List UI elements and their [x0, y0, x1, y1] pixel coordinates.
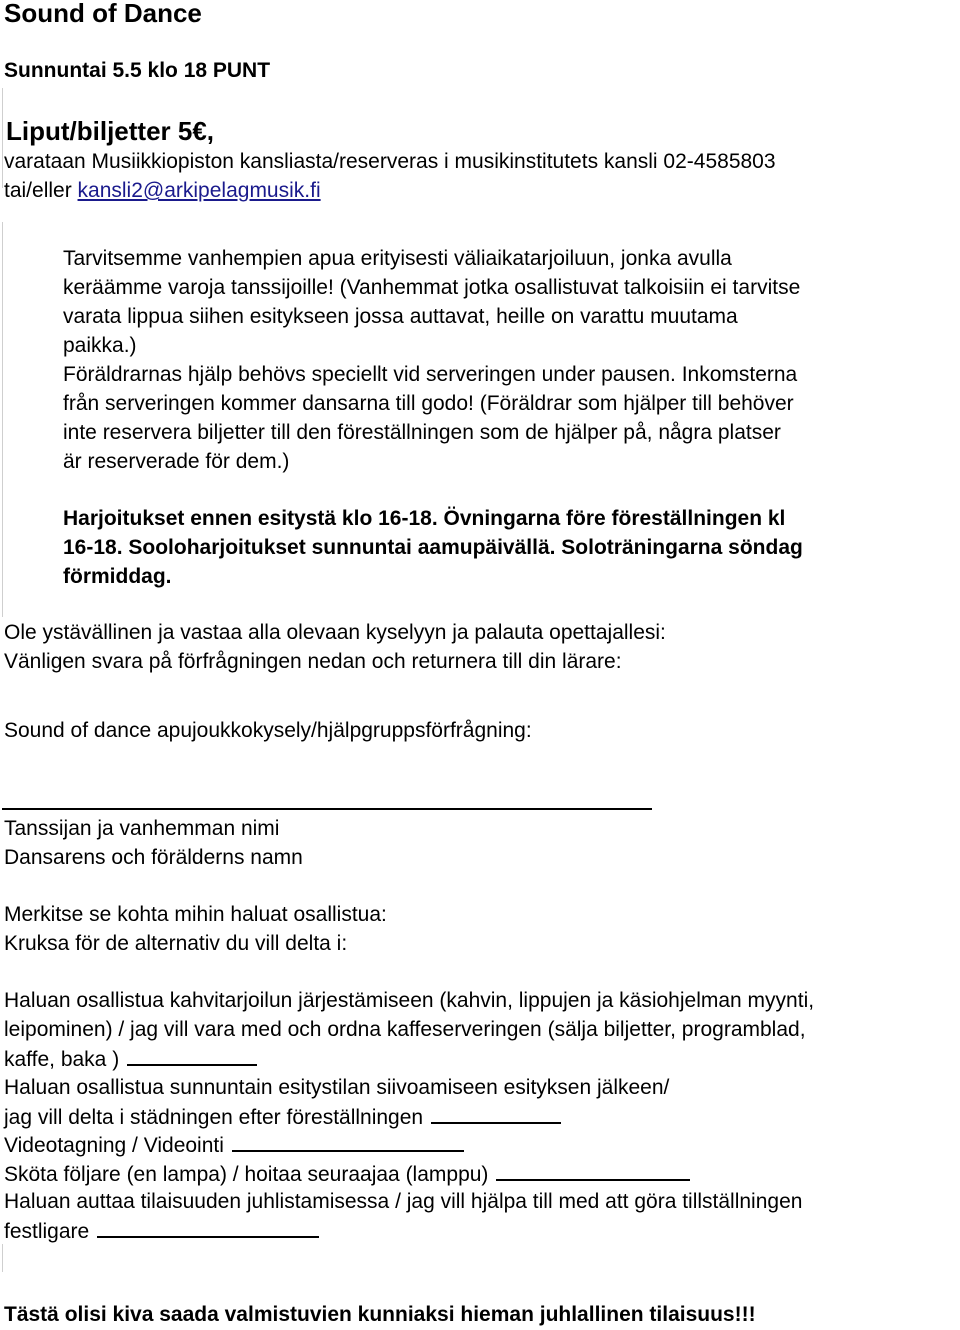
help-line: Föräldrarnas hjälp behövs speciellt vid serveringen under pausen. Inkomsterna — [63, 363, 798, 386]
cleaning-fill-line[interactable] — [431, 1102, 561, 1124]
help-line: från serveringen kommer dansarna till godo! (Föräldrar som hjälper till behöver — [63, 392, 794, 415]
closing-text: Tästä olisi kiva saada valmistuvien kunniaksi hieman juhlallinen tilaisuus!!! — [4, 1303, 756, 1326]
page-title: Sound of Dance — [4, 0, 202, 28]
help-text-block — [63, 244, 800, 476]
option-video-text: Videotagning / Videointi — [4, 1134, 224, 1157]
help-line: är reserverade för dem.) — [63, 450, 290, 473]
option-coffee-line3 — [4, 1044, 257, 1074]
name-fill-line[interactable] — [2, 808, 652, 810]
rehearsal-line: Harjoitukset ennen esitystä klo 16-18. Övningarna före föreställningen kl — [63, 507, 786, 530]
help-line: keräämme varoja tanssijoille! (Vanhemmat jotka osallistuvat talkoisiin ei tarvitse — [63, 276, 801, 299]
option-party-line1: Haluan auttaa tilaisuuden juhlistamisessa / jag vill hjälpa till med att göra tillställningen — [4, 1190, 803, 1213]
spotlight-fill-line[interactable] — [496, 1159, 690, 1181]
option-cleaning-line1: Haluan osallistua sunnuntain esitystilan siivoamiseen esityksen jälkeen/ — [4, 1076, 670, 1099]
event-date: Sunnuntai 5.5 klo 18 PUNT — [4, 59, 271, 82]
name-label-sv: Dansarens och förälderns namn — [4, 846, 303, 869]
rehearsal-line: 16-18. Sooloharjoitukset sunnuntai aamupäivällä. Soloträningarna söndag — [63, 536, 803, 559]
choose-sv: Kruksa för de alternativ du vill delta i: — [4, 932, 348, 955]
option-video — [4, 1130, 464, 1160]
tickets-info: varataan Musiikkiopiston kansliasta/reserveras i musikinstitutets kansli 02-4585803 — [4, 150, 776, 173]
option-party-text: festligare — [4, 1220, 90, 1243]
help-line: inte reservera biljetter till den föreställningen som de hjälper på, några platser — [63, 421, 781, 444]
option-coffee-line2: leipominen) / jag vill vara med och ordna kaffeserveringen (sälja biljetter, programblad, — [4, 1018, 806, 1041]
survey-title: Sound of dance apujoukkokysely/hjälpgruppsförfrågning: — [4, 719, 532, 742]
tickets-contact — [4, 176, 321, 205]
rehearsal-block — [63, 504, 803, 591]
party-fill-line[interactable] — [97, 1216, 319, 1238]
help-line: paikka.) — [63, 334, 137, 357]
option-coffee-line1: Haluan osallistua kahvitarjoilun järjestämiseen (kahvin, lippujen ja käsiohjelman myynti, — [4, 989, 815, 1012]
coffee-fill-line[interactable] — [127, 1044, 257, 1066]
help-line: varata lippua siihen esitykseen jossa auttavat, heille on varattu muutama — [63, 305, 738, 328]
tickets-heading: Liput/biljetter 5€, — [6, 116, 215, 146]
option-party-line2 — [4, 1216, 319, 1246]
option-cleaning-line2 — [4, 1102, 561, 1132]
video-fill-line[interactable] — [232, 1130, 464, 1152]
rehearsal-line: förmiddag. — [63, 565, 172, 588]
tickets-contact-prefix: tai/eller — [4, 179, 78, 202]
margin-marker — [2, 222, 3, 617]
name-label-fi: Tanssijan ja vanhemman nimi — [4, 817, 280, 840]
instructions-fi: Ole ystävällinen ja vastaa alla olevaan kyselyyn ja palauta opettajallesi: — [4, 621, 666, 644]
option-spotlight — [4, 1159, 690, 1189]
email-link[interactable]: kansli2@arkipelagmusik.fi — [77, 179, 321, 202]
option-cleaning-text: jag vill delta i städningen efter föreställningen — [4, 1106, 424, 1129]
option-coffee-text: kaffe, baka ) — [4, 1048, 120, 1071]
choose-fi: Merkitse se kohta mihin haluat osallistua: — [4, 903, 387, 926]
margin-marker — [2, 1244, 3, 1272]
margin-marker — [2, 88, 3, 188]
help-line: Tarvitsemme vanhempien apua erityisesti väliaikatarjoiluun, jonka avulla — [63, 247, 732, 270]
option-spotlight-text: Sköta följare (en lampa) / hoitaa seuraajaa (lamppu) — [4, 1163, 489, 1186]
instructions-sv: Vänligen svara på förfrågningen nedan och returnera till din lärare: — [4, 650, 622, 673]
